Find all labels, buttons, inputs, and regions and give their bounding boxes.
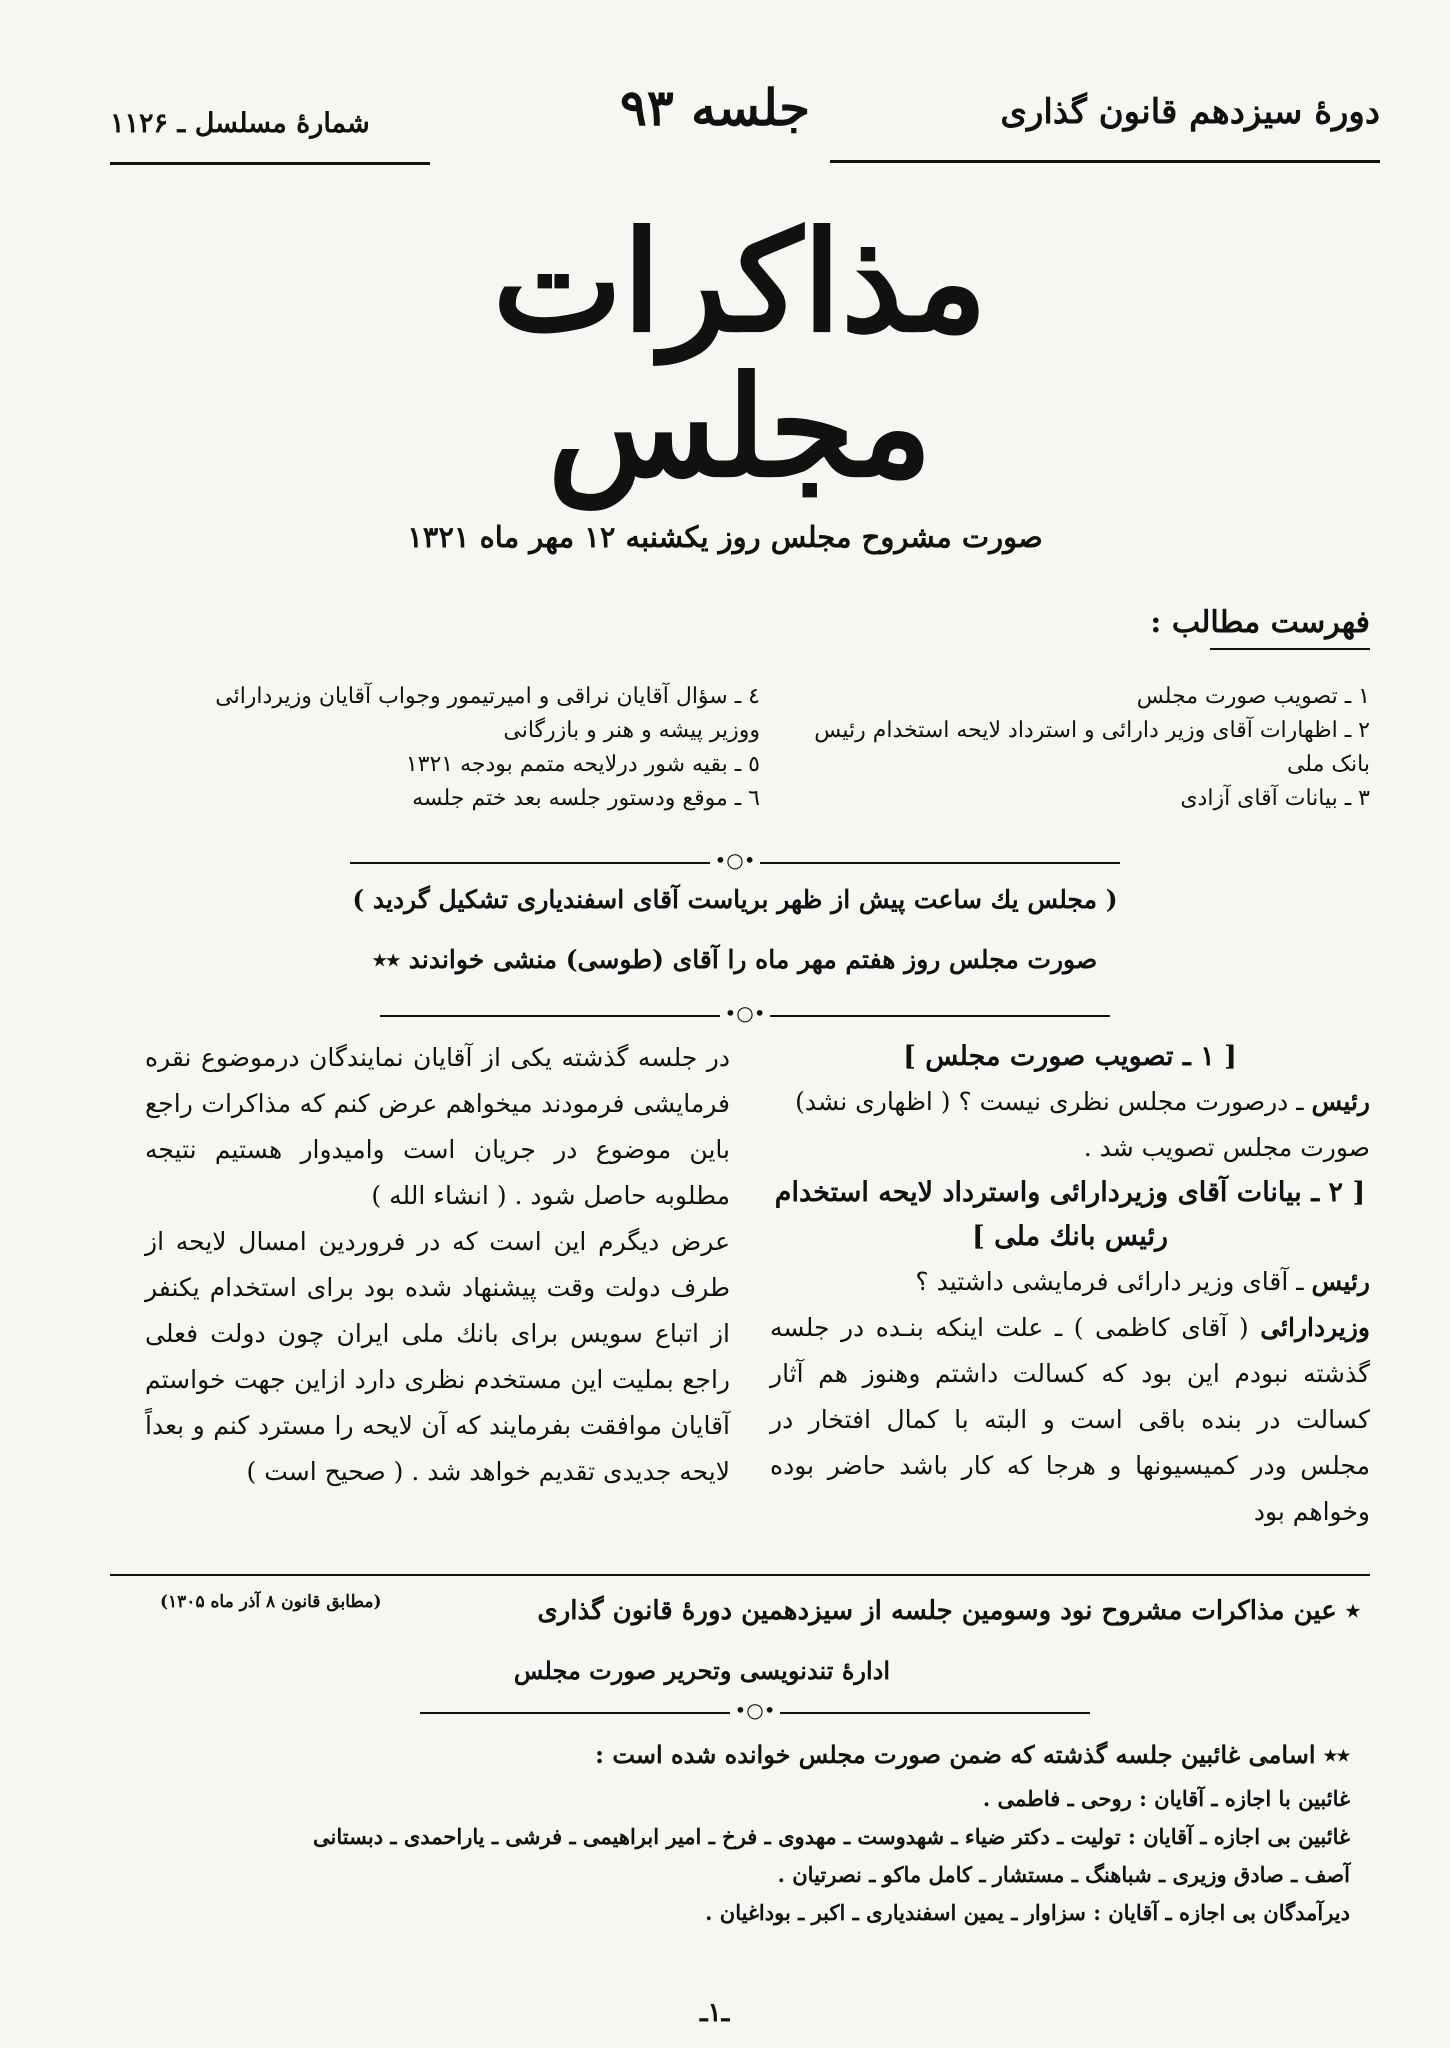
speaker: رئیس [1311,1087,1370,1116]
footnote-divider [110,1574,1370,1576]
speaker: رئیس [1311,1267,1370,1296]
toc-right-column [810,680,1370,816]
absentees-line: غائبین بی اجازه ـ آقایان : تولیت ـ دکتر ضیاء ـ شهدوست ـ مهدوی ـ فرخ ـ امیر ابراهیمی ـ فرشی ـ یاراحمدی ـ دبستانی [313,1824,1350,1849]
legislative-period: دورهٔ سیزدهم قانون گذاری [1000,92,1380,132]
body-left-column [145,1035,730,1495]
ornament-rule-left [380,1015,720,1017]
stenography-office: ادارهٔ تندنویسی وتحریر صورت مجلس [513,1656,890,1685]
ornament-dots: •○• [724,1001,766,1025]
ornament-rule-left [350,862,710,864]
paragraph [770,1305,1370,1535]
toc-item: ۳ ـ بیانات آقای آزادی [1180,786,1370,811]
paragraph: در جلسه گذشته یکی از آقایان نمایندگان درموضوع نقره فرمایشی فرمودند میخواهم عرض کنم که مذاکرات راجع باین موضوع در جریان است وامیدوار هستیم نتیجه مطلوبه حاصل شود . ( انشاء الله ) [145,1043,730,1210]
toc-title: فهرست مطالب : [1150,605,1370,640]
section-heading: [ ۲ ـ بیانات آقای وزیردارائی واسترداد لایحه استخدام رئیس بانك ملی ] [774,1177,1366,1252]
paragraph-text: ـ درصورت مجلس نظری نیست ؟ ( اظهاری نشد) [795,1087,1304,1116]
paragraph [770,1259,1370,1305]
ornament-dots: •○• [734,1698,776,1722]
toc-item: بانک ملی [1286,752,1370,777]
statute-reference: (مطابق قانون ۸ آذر ماه ۱۳۰۵) [160,1592,382,1612]
toc-item: ووزیر پیشه و هنر و بازرگانی [503,718,760,743]
absentees-line: دیرآمدگان بی اجازه ـ آقایان : سزاوار ـ یمین اسفندیاری ـ اکبر ـ بوداغیان . [705,1900,1350,1925]
absentees-line: غائبین با اجازه ـ آقایان : روحی ـ فاطمی . [982,1786,1350,1811]
masthead-title: مذاکرات مجلس [492,200,988,508]
ornament-rule-left [420,1712,730,1714]
toc-item: ۱ ـ تصویب صورت مجلس [1136,684,1370,709]
serial-underline [110,162,430,165]
speaker: وزیردارائی [1260,1313,1371,1342]
body-right-column [770,1035,1370,1535]
minutes-read-notice: صورت مجلس روز هفتم مهر ماه را آقای (طوسی) منشی خواندند ٭٭ [372,945,1098,974]
toc-item: ٥ ـ بقیه شور درلایحه متمم بودجه ۱۳۲۱ [405,752,760,777]
ornament-rule-right [770,1015,1110,1017]
paragraph: صورت مجلس تصویب شد . [1083,1133,1370,1162]
absentees-line: آصف ـ صادق وزیری ـ شباهنگ ـ مستشار ـ کامل ماکو ـ نصرتیان . [777,1862,1350,1887]
paragraph: عرض دیگرم این است که در فروردین امسال لایحه از طرف دولت وقت پیشنهاد شده بود برای استخدام یکنفر از اتباع سویس برای بانك ملی ایران چون دولت فعلی راجع بملیت این مستخدم نظری دارد ازاین جهت خواستم آقایان موافقت بفرمایند که آن لایحه را مسترد کنم و بعداً لایحه جدیدی تقدیم خواهد شد . ( صحیح است ) [145,1227,730,1486]
session-number: جلسه ۹۳ [620,78,810,137]
period-underline [830,160,1380,163]
toc-item: ۲ ـ اظهارات آقای وزیر دارائی و استرداد لایحه استخدام رئیس [814,718,1370,743]
footnote-transcript-note: ٭ عین مذاکرات مشروح نود وسومین جلسه از سیزدهمین دورهٔ قانون گذاری [537,1596,1360,1626]
absentees-title: ٭٭ اسامی غائبین جلسه گذشته که ضمن صورت مجلس خوانده شده است : [595,1740,1350,1769]
paragraph-text: ( آقای کاظمی ) ـ علت اینکه بنـده در جلسه گذشته نبودم این بود که کسالت داشتم وهنوز هم آثار کسالت در بنده باقی است و البته با کمال افتخار در مجلس ودر کمیسیونها و هرجا که کار باشد حاضر بوده وخواهم بود [770,1313,1370,1526]
paragraph [770,1079,1370,1125]
session-subtitle: صورت مشروح مجلس روز یکشنبه ۱۲ مهر ماه ۱۳۲۱ [407,520,1043,554]
toc-item: ٤ ـ سؤال آقایان نراقی و امیرتیمور وجواب آقایان وزیردارائی [215,684,760,709]
section-heading: [ ۱ ـ تصویب صورت مجلس ] [903,1041,1237,1072]
session-opening-notice: ( مجلس یك ساعت پیش از ظهر بریاست آقای اسفندیاری تشکیل گردید ) [352,885,1118,914]
paragraph-text: ـ آقای وزیر دارائی فرمایشی داشتید ؟ [915,1267,1304,1296]
ornament-rule-right [760,862,1120,864]
page-number: ـ۱ـ [700,1998,730,2028]
toc-left-column [160,680,760,816]
toc-item: ٦ ـ موقع ودستور جلسه بعد ختم جلسه [412,786,760,811]
ornament-dots: •○• [714,848,756,872]
serial-number: شمارهٔ مسلسل ـ ۱۱۲۶ [110,108,370,139]
toc-underline [1210,648,1370,650]
ornament-rule-right [780,1712,1090,1714]
